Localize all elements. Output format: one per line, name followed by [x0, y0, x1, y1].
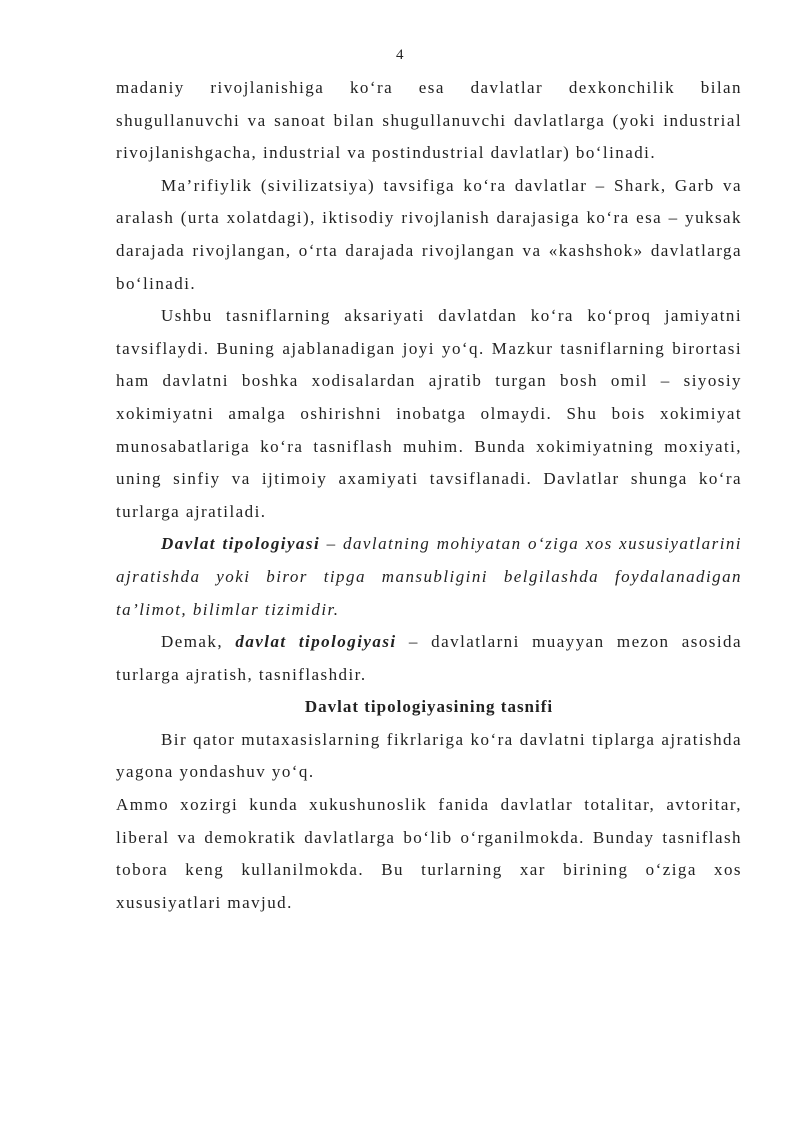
paragraph-cultural-development: madaniy rivojlanishiga ko‘ra esa davlatlar dexkonchilik bilan shugullanuvchi va sanoat bilan shugullanuvchi davlatlarga (yoki industrial rivojlanishgacha, industrial va postindustrial davlatlar) bo‘linadi. [116, 78, 742, 163]
term-davlat-tipologiyasi: Davlat tipologiyasi [161, 534, 321, 554]
paragraph-experts: Bir qator mutaxasislarning fikrlariga ko‘ra davlatni tiplarga ajratishda yagona yondashuv yo‘q. [116, 729, 742, 782]
document-body [116, 72, 742, 919]
paragraph-classifications: Ushbu tasniflarning aksariyati davlatdan ko‘ra ko‘proq jamiyatni tavsiflaydi. Buning ajablanadigan joyi yo‘q. Mazkur tasniflarning birortasi ham davlatni boshka xodisalardan ajratib turgan bosh omil – siyosiy xokimiyatni amalga oshirishni inobatga olmaydi. Shu bois xokimiyat munosabatlariga ko‘ra tasniflash muhim. Bunda xokimiyatning moxiyati, uning sinfiy va ijtimoiy axamiyati tavsiflanadi. Davlatlar shunga ko‘ra turlarga ajratiladi. [116, 306, 742, 521]
paragraph-demak [116, 626, 742, 691]
term-davlat-tipologiyasi-2: davlat tipologiyasi [235, 632, 397, 652]
section-heading: Davlat tipologiyasining tasnifi [304, 697, 554, 717]
paragraph-definition [116, 528, 742, 626]
demak-rest-text: – davlatlarni muayyan mezon asosida turlarga ajratish, tasniflashdir. [116, 632, 742, 684]
paragraph-civilization: Ma’rifiylik (sivilizatsiya) tavsifiga ko‘ra davlatlar – Shark, Garb va aralash (urta xolatdagi), iktisodiy rivojlanish darajasiga ko‘ra esa – yuksak darajada rivojlangan, o‘rta darajada rivojlangan va «kashshok» davlatlarga bo‘linadi. [116, 175, 742, 293]
definition-text: – davlatning mohiyatan o‘ziga xos xususiyatlarini ajratishda yoki biror tipga mansubligini belgilashda foydalanadigan ta’limot, bilimlar tizimidir. [116, 534, 742, 619]
paragraph-current-classification: Ammo xozirgi kunda xukushunoslik fanida davlatlar totalitar, avtoritar, liberal va demokratik davlatlarga bo‘lib o‘rganilmokda. Bunday tasniflash tobora keng kullanilmokda. Bu turlarning xar birining o‘ziga xos xususiyatlari mavjud. [116, 795, 742, 912]
page-number: 4 [396, 47, 404, 63]
demak-text: Demak, [161, 632, 236, 652]
